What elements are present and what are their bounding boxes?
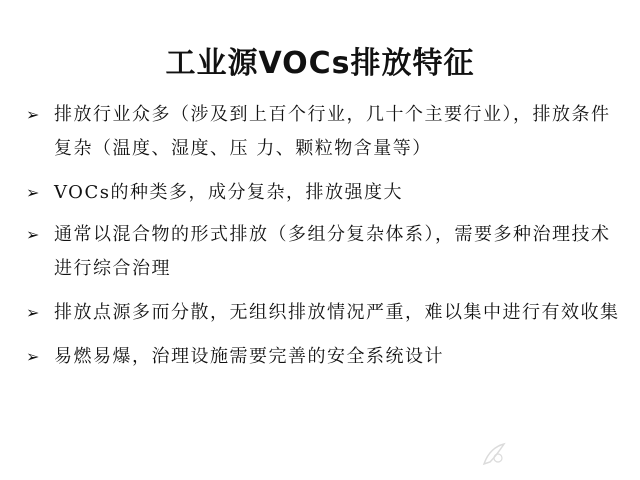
arrow-bullet-icon: ➢ [26,183,41,202]
slide-title: 工业源VOCs排放特征 [165,46,475,81]
arrow-bullet-icon: ➢ [26,225,41,244]
bullet-item [26,296,622,330]
arrow-bullet-icon: ➢ [26,347,41,366]
arrow-bullet-icon: ➢ [26,303,41,322]
bullet-item [26,340,622,374]
arrow-bullet-icon: ➢ [26,105,41,124]
watermark-icon [478,438,510,470]
bullet-text: 通常以混合物的形式排放（多组分复杂体系），需要多种治理技术进行综合治理 [54,224,611,279]
bullet-item [26,98,622,166]
bullet-text: 易燃易爆，治理设施需要完善的安全系统设计 [54,346,444,367]
bullet-text: 排放行业众多（涉及到上百个行业，几十个主要行业），排放条件复杂（温度、湿度、压 力、颗粒物含量等） [54,104,611,159]
bullet-list [26,98,622,384]
bullet-text: 排放点源多而分散，无组织排放情况严重，难以集中进行有效收集 [54,302,620,323]
bullet-text: VOCs的种类多，成分复杂，排放强度大 [54,182,403,203]
bullet-item [26,218,622,286]
bullet-item [26,176,622,210]
